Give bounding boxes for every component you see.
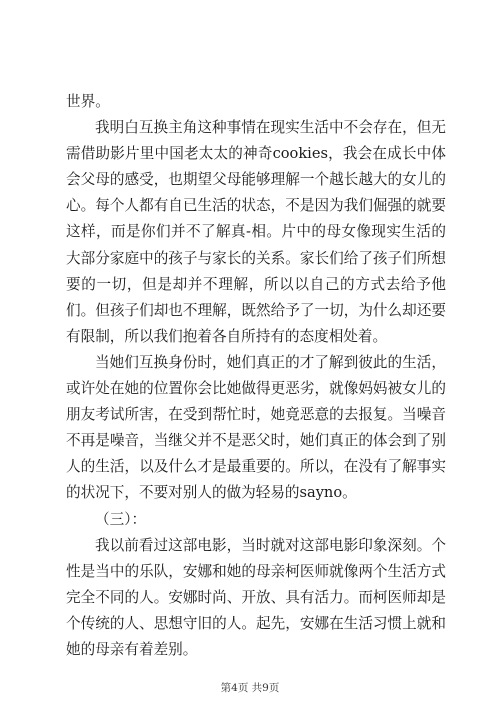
section-heading: （三）：	[95, 510, 147, 528]
page-footer: 第4页 共9页	[220, 682, 280, 694]
paragraph: 我以前看过这部电影，当时就对这部电影印象深刻。个性是当中的乐队，安娜和她的母亲柯医师就像两个生活方式完全不同的人。安娜时尚、开放、具有活力。而柯医师却是个传统的人、思想守旧的人。起先，安娜在生活习惯上就和她的母亲有着差别。	[66, 536, 446, 658]
paragraph: 我明白互换主角这种事情在现实生活中不会存在，但无需借助影片里中国老太太的神奇cookies，我会在成长中体会父母的感受，也期望父母能够理解一个越长越大的女儿的心。每个人都有自已生活的状态，不是因为我们倔强的就要这样，而是你们并不了解真-相。片中的母女像现实生活的大部分家庭中的孩子与家长的关系。家长们给了孩子们所想要的一切，但是却并不理解，所以以自己的方式去给予他们。但孩子们却也不理解，既然给予了一切，为什么却还要有限制，所以我们抱着各自所持有的态度相处着。	[66, 119, 446, 345]
body-text	[66, 89, 446, 663]
paragraph: 世界。	[66, 93, 110, 110]
paragraph: 当她们互换身份时，她们真正的才了解到彼此的生活，或许处在她的位置你会比她做得更恶劣，就像妈妈被女儿的朋友考试所害，在受到帮忙时，她竟恶意的去报复。当噪音不再是噪音，当继父并不是恶父时，她们真正的体会到了别人的生活，以及什么才是最重要的。所以，在没有了解事实的状况下，不要对别人的做为轻易的sayno。	[66, 353, 446, 502]
